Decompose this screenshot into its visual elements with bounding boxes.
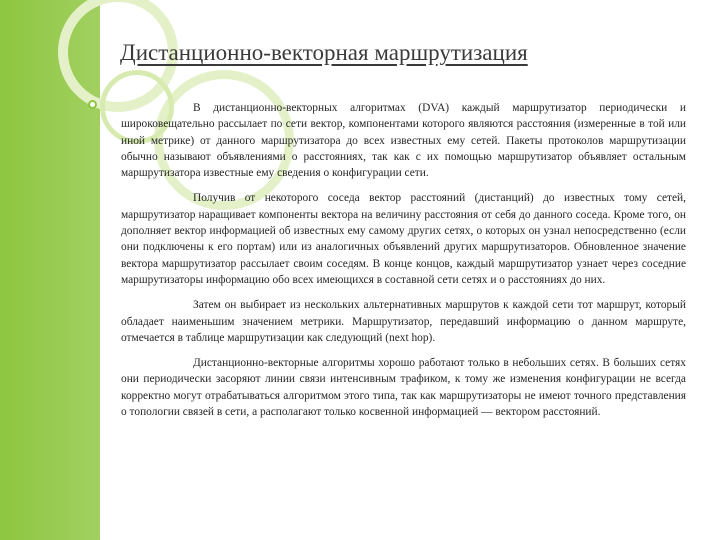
slide-body [121, 100, 686, 429]
paragraph-3: Затем он выбирает из нескольких альтернативных маршрутов к каждой сети тот маршрут, который обладает наименьшим значением метрики. Маршрутизатор, передавший информацию о данном маршруте, отмечается в таблице маршрутизации как следующий (next hop). [121, 299, 686, 344]
paragraph-2: Получив от некоторого соседа вектор расстояний (дистанций) до известных тому сетей, маршрутизатор наращивает компоненты вектора на величину расстояния от себя до данного соседа. Кроме того, он дополняет вектор информацией об известных ему самому других сетях, о которых он узнал непосредственно (если они подключены к его портам) или из аналогичных объявлений других маршрутизаторов. Обновленное значение вектора маршрутизатор рассылает своим соседям. В конце концов, каждый маршрутизатор узнает через соседние маршрутизаторы информацию обо всех имеющихся в составной сети сетях и о расстояниях до них. [121, 192, 686, 286]
slide-title: Дистанционно-векторная маршрутизация [120, 40, 528, 65]
bullet-circle-icon [88, 100, 97, 109]
paragraph-1: В дистанционно-векторных алгоритмах (DVA) каждый маршрутизатор периодически и широковещательно рассылает по сети вектор, компонентами которого являются расстояния (измеренные в той или иной метрике) от данного маршрутизатора до всех известных ему сетей. Пакеты протоколов маршрутизации обычно называют объявлениями о расстояниях, так как с их помощью маршрутизатор объявляет остальным маршрутизатора известные ему сведения о конфигурации сети. [121, 102, 686, 180]
paragraph-4: Дистанционно-векторные алгоритмы хорошо работают только в небольших сетях. В больших сетях они периодически засоряют линии связи интенсивным трафиком, к тому же изменения конфигурации не всегда корректно могут отрабатываться алгоритмом этого типа, так как маршрутизаторы не имеют точного представления о топологии связей в сети, а располагают только косвенной информацией — вектором расстояний. [121, 357, 686, 419]
